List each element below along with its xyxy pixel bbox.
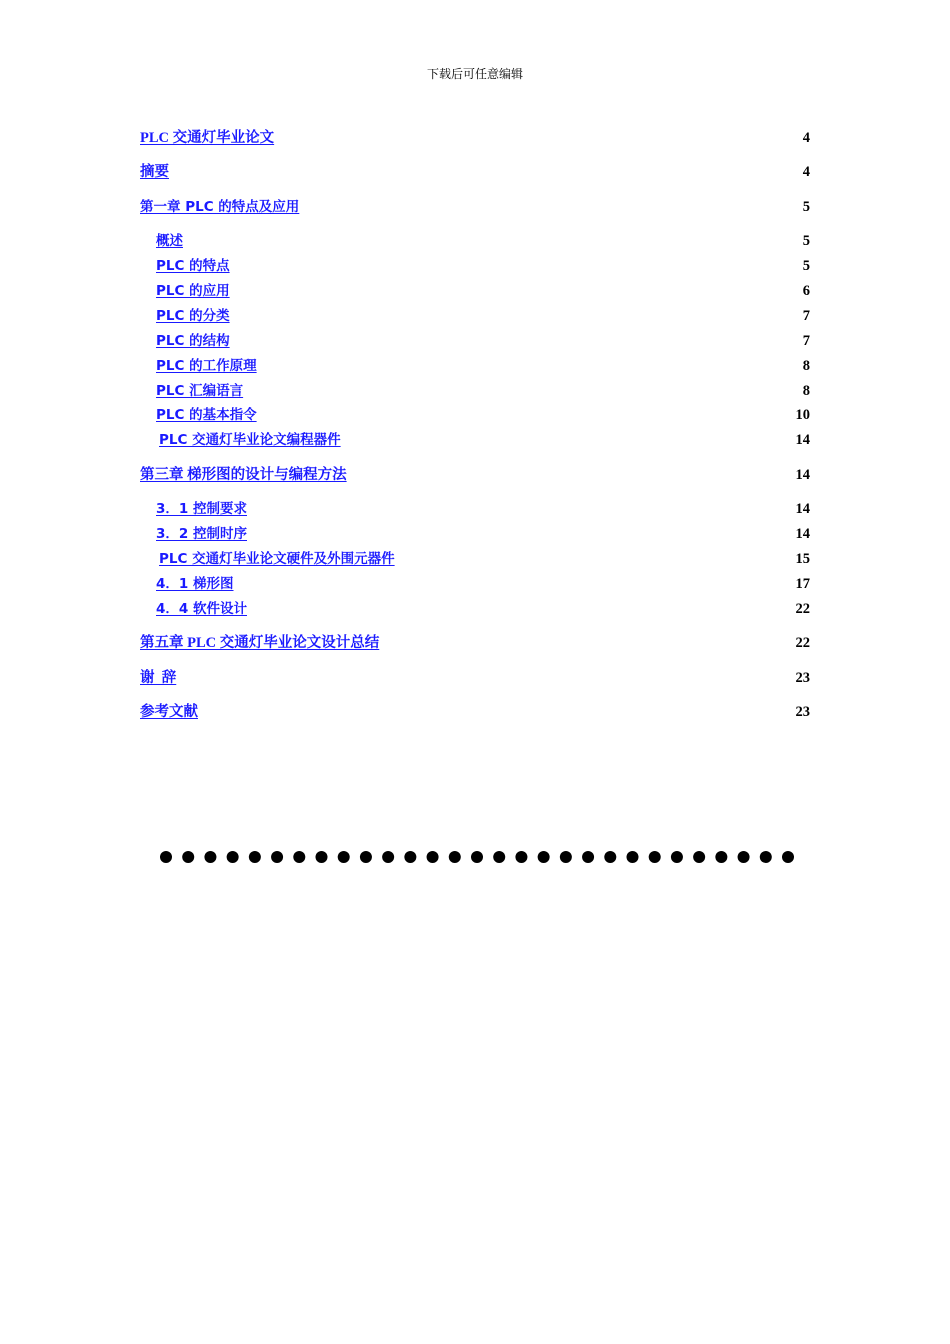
bullet-dot	[316, 851, 328, 863]
toc-entry-label[interactable]: PLC 的基本指令	[156, 407, 257, 423]
toc-entry-label[interactable]: 第五章 PLC 交通灯毕业论文设计总结	[140, 635, 380, 651]
toc-page-number: 8	[802, 358, 810, 374]
bullet-dot	[382, 851, 394, 863]
toc-entry-label[interactable]: 4．1 梯形图	[156, 576, 234, 592]
toc-entry-label[interactable]: PLC 汇编语言	[156, 383, 244, 399]
bullet-dot	[249, 851, 261, 863]
bullet-dot	[649, 851, 661, 863]
bullet-divider	[160, 848, 794, 866]
bullet-dot	[227, 851, 239, 863]
toc-page-number: 14	[795, 432, 810, 448]
toc-page-number: 14	[795, 467, 810, 483]
toc-entry-label[interactable]: 第一章 PLC 的特点及应用	[140, 199, 300, 215]
toc-page-number: 8	[802, 383, 810, 399]
toc-entry-hardware-components[interactable]	[159, 548, 810, 568]
toc-entry-label[interactable]: PLC 交通灯毕业论文	[140, 130, 275, 146]
toc-entry-chapter-5[interactable]	[140, 632, 810, 652]
bullet-dot	[760, 851, 772, 863]
bullet-dot	[693, 851, 705, 863]
toc-page-number: 7	[802, 308, 810, 324]
toc-entry-label[interactable]: PLC 的工作原理	[156, 358, 257, 374]
toc-entry-chapter-1[interactable]	[140, 196, 810, 216]
page-header: 下载后可任意编辑	[426, 67, 523, 81]
bullet-dot	[271, 851, 283, 863]
bullet-dot	[360, 851, 372, 863]
toc-page-number: 15	[795, 551, 810, 567]
bullet-dot	[338, 851, 350, 863]
toc-entry-plc-thesis[interactable]	[140, 127, 810, 147]
toc-page-number: 6	[802, 283, 810, 299]
toc-entry-label[interactable]: 摘要	[140, 164, 169, 180]
toc-page-number: 17	[795, 576, 810, 592]
bullet-dot	[427, 851, 439, 863]
toc-page-number: 14	[795, 526, 810, 542]
toc-entry-label[interactable]: 4．4 软件设计	[156, 601, 247, 617]
toc-entry-plc-features[interactable]	[156, 255, 810, 275]
toc-entry-plc-applications[interactable]	[156, 280, 810, 300]
toc-entry-label[interactable]: 3．1 控制要求	[156, 501, 247, 517]
bullet-dot	[293, 851, 305, 863]
bullet-dot	[560, 851, 572, 863]
toc-entry-abstract[interactable]	[140, 161, 810, 181]
toc-page-number: 5	[802, 258, 810, 274]
bullet-dot	[782, 851, 794, 863]
toc-entry-label[interactable]: PLC 的分类	[156, 308, 230, 324]
toc-page-number: 5	[802, 199, 810, 215]
toc-entry-programming-devices[interactable]	[159, 429, 810, 449]
bullet-dot	[160, 851, 172, 863]
bullet-dot	[671, 851, 683, 863]
toc-page-number: 4	[802, 130, 810, 146]
toc-entry-label[interactable]: PLC 交通灯毕业论文硬件及外围元器件	[159, 551, 395, 567]
toc-entry-label[interactable]: PLC 的特点	[156, 258, 230, 274]
toc-page-number: 5	[802, 233, 810, 249]
bullet-dot	[738, 851, 750, 863]
toc-entry-ladder-diagram[interactable]	[156, 573, 810, 593]
bullet-dot	[627, 851, 639, 863]
bullet-dot	[204, 851, 216, 863]
toc-page-number: 7	[802, 333, 810, 349]
toc-entry-acknowledgements[interactable]	[140, 667, 810, 687]
bullet-dot	[404, 851, 416, 863]
bullet-dot	[471, 851, 483, 863]
toc-page-number: 23	[795, 670, 810, 686]
bullet-dot	[715, 851, 727, 863]
bullet-dot	[604, 851, 616, 863]
bullet-dot	[449, 851, 461, 863]
toc-entry-control-requirements[interactable]	[156, 498, 810, 518]
toc-entry-chapter-3[interactable]	[140, 464, 810, 484]
toc-page-number: 10	[795, 407, 810, 423]
toc-entry-label[interactable]: 参考文献	[140, 704, 198, 720]
toc-entry-label[interactable]: 第三章 梯形图的设计与编程方法	[140, 467, 347, 483]
toc-entry-label[interactable]: 3．2 控制时序	[156, 526, 247, 542]
toc-entry-label[interactable]: PLC 的结构	[156, 333, 230, 349]
toc-entry-plc-working-principle[interactable]	[156, 355, 810, 375]
toc-page-number: 22	[795, 601, 810, 617]
toc-page-number: 14	[795, 501, 810, 517]
toc-page-number: 23	[795, 704, 810, 720]
toc-entry-plc-assembly-language[interactable]	[156, 380, 810, 400]
bullet-dot	[182, 851, 194, 863]
bullet-dot	[582, 851, 594, 863]
toc-entry-label[interactable]: 概述	[156, 233, 183, 249]
bullet-dot	[515, 851, 527, 863]
bullet-divider-graphic	[160, 848, 794, 866]
toc-entry-plc-classification[interactable]	[156, 305, 810, 325]
toc-entry-control-timing[interactable]	[156, 523, 810, 543]
toc-page-number: 22	[795, 635, 810, 651]
toc-entry-label[interactable]: PLC 的应用	[156, 283, 230, 299]
toc-entry-software-design[interactable]	[156, 598, 810, 618]
toc-entry-label[interactable]: PLC 交通灯毕业论文编程器件	[159, 432, 341, 448]
bullet-dot	[538, 851, 550, 863]
toc-entry-plc-structure[interactable]	[156, 330, 810, 350]
toc-entry-label[interactable]: 谢 辞	[140, 670, 177, 686]
toc-entry-plc-basic-instructions[interactable]	[156, 404, 810, 424]
toc-entry-references[interactable]	[140, 701, 810, 721]
toc-page-number: 4	[802, 164, 810, 180]
toc-entry-overview[interactable]	[156, 230, 810, 250]
bullet-dot	[493, 851, 505, 863]
